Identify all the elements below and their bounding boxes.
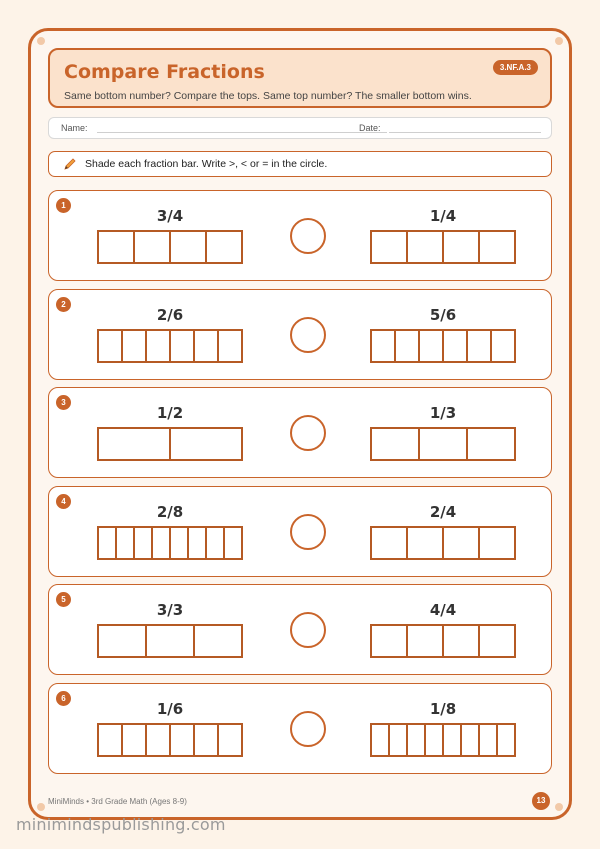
fraction-bar-segment[interactable] — [147, 331, 171, 361]
fraction-bar-segment[interactable] — [135, 232, 171, 262]
fraction-bar-left — [97, 230, 243, 264]
fraction-bar-right — [370, 526, 516, 560]
fraction-bar-segment[interactable] — [372, 429, 420, 459]
page-title: Compare Fractions — [64, 61, 265, 83]
fraction-bar-right — [370, 624, 516, 658]
fraction-bar-segment[interactable] — [444, 626, 480, 656]
fraction-bar-segment[interactable] — [171, 232, 207, 262]
fraction-bar-segment[interactable] — [153, 528, 171, 558]
fraction-label-left: 1/6 — [156, 700, 184, 718]
problem-card — [48, 387, 552, 478]
page-number-badge: 13 — [532, 792, 550, 810]
worksheet-header — [48, 48, 552, 108]
corner-dot — [555, 37, 563, 45]
fraction-bar-segment[interactable] — [195, 626, 241, 656]
fraction-bar-segment[interactable] — [420, 331, 444, 361]
pencil-icon — [63, 157, 77, 171]
fraction-bar-left — [97, 723, 243, 757]
fraction-bar-segment[interactable] — [99, 232, 135, 262]
problem-card — [48, 584, 552, 675]
fraction-bar-segment[interactable] — [147, 626, 195, 656]
fraction-bar-segment[interactable] — [372, 528, 408, 558]
problem-card — [48, 486, 552, 577]
fraction-label-left: 1/2 — [156, 404, 184, 423]
fraction-bar-segment[interactable] — [444, 232, 480, 262]
standard-badge: 3.NF.A.3 — [493, 60, 538, 75]
fraction-bar-segment[interactable] — [147, 725, 171, 755]
fraction-bar-segment[interactable] — [219, 331, 241, 361]
fraction-bar-segment[interactable] — [171, 725, 195, 755]
fraction-bar-left — [97, 624, 243, 658]
fraction-label-right: 1/8 — [429, 700, 457, 718]
corner-dot — [555, 803, 563, 811]
fraction-bar-segment[interactable] — [123, 331, 147, 361]
fraction-bar-segment[interactable] — [195, 331, 219, 361]
fraction-bar-segment[interactable] — [225, 528, 241, 558]
compare-answer-circle[interactable] — [290, 711, 326, 747]
fraction-bar-left — [97, 427, 243, 461]
fraction-bar-segment[interactable] — [171, 528, 189, 558]
corner-dot — [37, 37, 45, 45]
fraction-bar-segment[interactable] — [408, 725, 426, 755]
fraction-bar-segment[interactable] — [492, 331, 514, 361]
fraction-label-left: 2/6 — [156, 305, 184, 324]
fraction-bar-segment[interactable] — [189, 528, 207, 558]
fraction-bar-segment[interactable] — [99, 528, 117, 558]
compare-answer-circle[interactable] — [290, 317, 326, 353]
fraction-bar-segment[interactable] — [390, 725, 408, 755]
problem-card — [48, 190, 552, 281]
fraction-bar-segment[interactable] — [372, 232, 408, 262]
fraction-bar-segment[interactable] — [99, 331, 123, 361]
fraction-bar-right — [370, 723, 516, 757]
fraction-bar-segment[interactable] — [444, 331, 468, 361]
fraction-bar-segment[interactable] — [480, 626, 514, 656]
date-label: Date: — [359, 123, 381, 133]
problem-number-badge: 6 — [56, 691, 71, 706]
fraction-bar-segment[interactable] — [480, 528, 514, 558]
problem-number-badge: 3 — [56, 395, 71, 410]
fraction-bar-segment[interactable] — [372, 626, 408, 656]
fraction-bar-segment[interactable] — [123, 725, 147, 755]
fraction-bar-segment[interactable] — [468, 331, 492, 361]
instruction-box — [48, 151, 552, 177]
fraction-label-right: 5/6 — [429, 305, 457, 324]
fraction-bar-segment[interactable] — [480, 232, 514, 262]
compare-answer-circle[interactable] — [290, 612, 326, 648]
fraction-bar-segment[interactable] — [207, 232, 241, 262]
fraction-bar-segment[interactable] — [135, 528, 153, 558]
fraction-bar-segment[interactable] — [408, 528, 444, 558]
fraction-bar-segment[interactable] — [372, 331, 396, 361]
fraction-bar-segment[interactable] — [444, 725, 462, 755]
compare-answer-circle[interactable] — [290, 218, 326, 254]
name-date-row — [48, 117, 552, 139]
compare-answer-circle[interactable] — [290, 514, 326, 550]
fraction-label-right: 2/4 — [429, 502, 457, 521]
fraction-bar-segment[interactable] — [468, 429, 514, 459]
fraction-bar-segment[interactable] — [219, 725, 241, 755]
problem-card — [48, 683, 552, 774]
compare-answer-circle[interactable] — [290, 415, 326, 451]
fraction-bar-segment[interactable] — [207, 528, 225, 558]
fraction-bar-segment[interactable] — [462, 725, 480, 755]
instruction-text: Shade each fraction bar. Write >, < or = in the circle. — [85, 158, 328, 170]
fraction-bar-right — [370, 329, 516, 363]
fraction-bar-left — [97, 526, 243, 560]
fraction-bar-segment[interactable] — [480, 725, 498, 755]
fraction-bar-segment[interactable] — [195, 725, 219, 755]
corner-dot — [37, 803, 45, 811]
fraction-bar-segment[interactable] — [498, 725, 514, 755]
fraction-bar-right — [370, 427, 516, 461]
page-subtitle: Same bottom number? Compare the tops. Same top number? The smaller bottom wins. — [64, 90, 472, 102]
footer-text: MiniMinds • 3rd Grade Math (Ages 8-9) — [48, 797, 187, 806]
fraction-bar-segment[interactable] — [171, 429, 241, 459]
fraction-bar-segment[interactable] — [408, 232, 444, 262]
fraction-bar-segment[interactable] — [171, 331, 195, 361]
fraction-label-right: 1/3 — [429, 404, 457, 423]
date-field[interactable] — [389, 132, 541, 133]
fraction-label-left: 2/8 — [156, 502, 184, 521]
name-label: Name: — [61, 123, 88, 133]
fraction-bar-segment[interactable] — [396, 331, 420, 361]
problem-number-badge: 5 — [56, 592, 71, 607]
fraction-label-right: 1/4 — [429, 207, 457, 225]
problem-number-badge: 4 — [56, 494, 71, 509]
fraction-bar-segment[interactable] — [99, 626, 147, 656]
fraction-bar-segment[interactable] — [408, 626, 444, 656]
watermark: minimindspublishing.com — [16, 815, 226, 834]
fraction-bar-segment[interactable] — [99, 725, 123, 755]
fraction-bar-segment[interactable] — [420, 429, 468, 459]
fraction-label-left: 3/3 — [156, 601, 184, 620]
fraction-bar-left — [97, 329, 243, 363]
fraction-label-right: 4/4 — [429, 601, 457, 620]
fraction-bar-segment[interactable] — [426, 725, 444, 755]
fraction-bar-segment[interactable] — [372, 725, 390, 755]
fraction-bar-segment[interactable] — [117, 528, 135, 558]
problem-card — [48, 289, 552, 380]
problem-number-badge: 2 — [56, 297, 71, 312]
fraction-label-left: 3/4 — [156, 207, 184, 225]
fraction-bar-segment[interactable] — [444, 528, 480, 558]
name-field[interactable] — [97, 132, 387, 133]
fraction-bar-segment[interactable] — [99, 429, 171, 459]
fraction-bar-right — [370, 230, 516, 264]
problem-number-badge: 1 — [56, 198, 71, 213]
